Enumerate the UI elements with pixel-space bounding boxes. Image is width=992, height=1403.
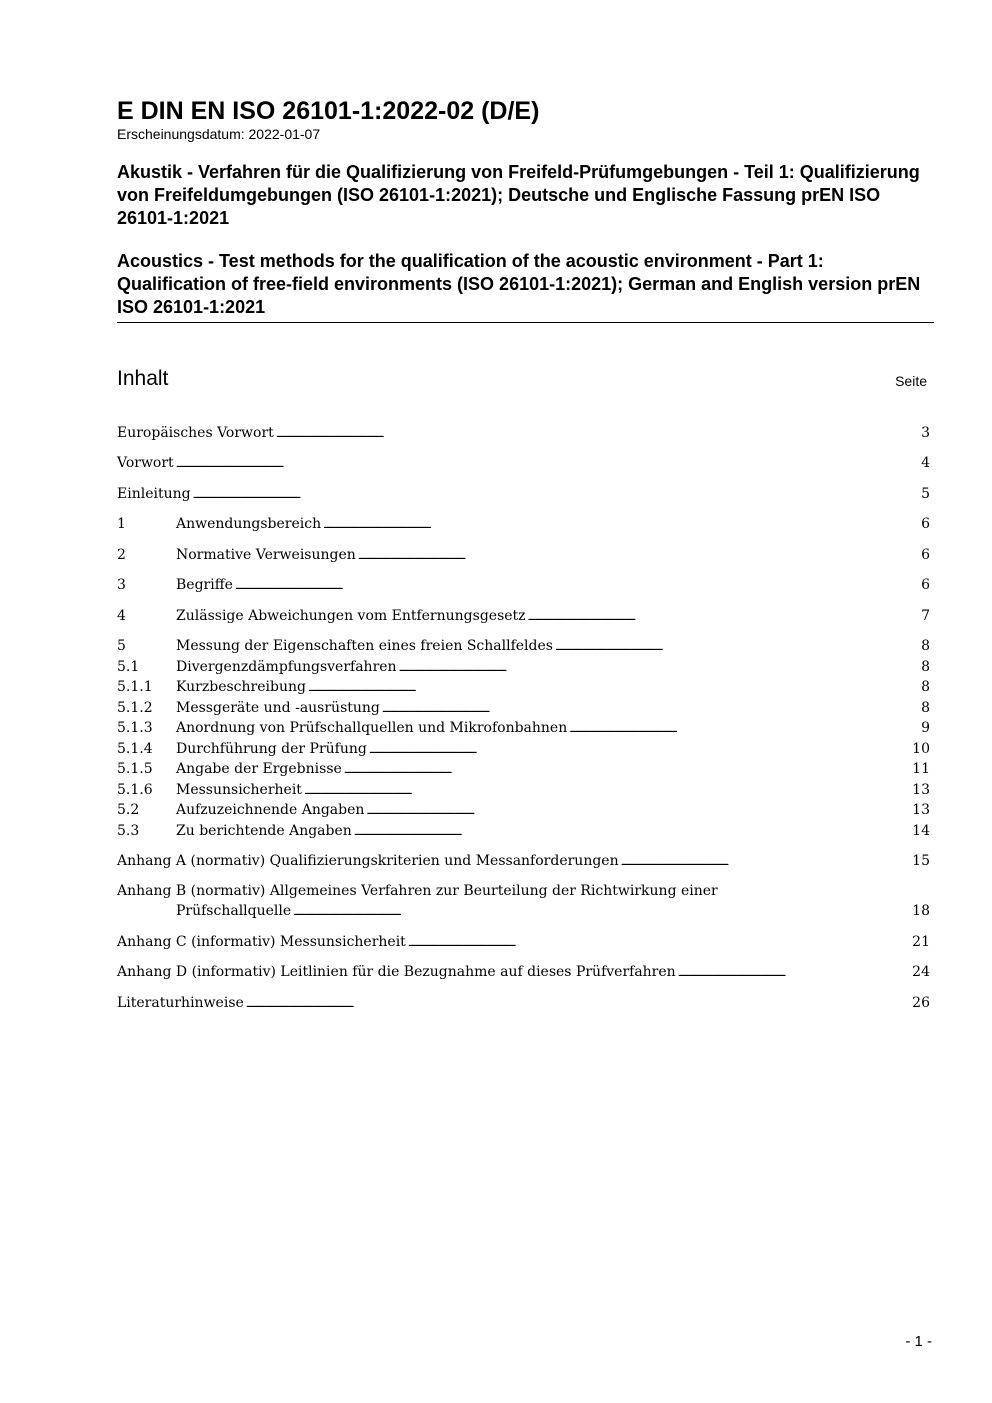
toc-entry-text: Messung der Eigenschaften eines freien Schallfeldes xyxy=(176,638,553,654)
toc-entry-text: Literaturhinweise xyxy=(117,995,244,1011)
toc-entry-text: Zulässige Abweichungen vom Entfernungsgesetz xyxy=(176,608,526,624)
toc-entry-page: 6 xyxy=(921,577,930,593)
toc-entry-page: 5 xyxy=(921,486,930,502)
toc-entry-text: Kurzbeschreibung xyxy=(176,679,306,695)
toc-entry-page: 9 xyxy=(921,720,930,736)
toc-entry-page: 11 xyxy=(912,761,930,777)
toc-entry[interactable] xyxy=(117,699,930,717)
toc-entry-text: Anwendungsbereich xyxy=(176,516,322,532)
publication-date: Erscheinungsdatum: 2022-01-07 xyxy=(117,126,321,142)
title-german: Akustik - Verfahren für die Qualifizierung von Freifeld-Prüfumgebungen - Teil 1: Qualifizierung von Freifeldumgebungen (ISO 26101-1:2021); Deutsche und Englische Fassung prEN ISO 26101-1:2021 xyxy=(117,162,920,228)
toc-entry-number: 5.2 xyxy=(117,802,140,818)
toc-entry[interactable] xyxy=(117,781,930,799)
toc-entry[interactable] xyxy=(117,454,930,472)
toc-entry-text: Anhang A (normativ) Qualifizierungskriterien und Messanforderungen xyxy=(117,853,619,869)
toc-entry-page: 14 xyxy=(912,823,930,839)
toc-entry-page: 10 xyxy=(912,741,930,757)
toc-entry-text: Einleitung xyxy=(117,486,191,502)
toc-entry-number: 3 xyxy=(117,577,126,593)
toc-entry-text: Durchführung der Prüfung xyxy=(176,741,367,757)
title-english: Acoustics - Test methods for the qualification of the acoustic environment - Part 1: Qualification of free-field environments (ISO 26101-1:2021); German and English version prEN ISO 26101-1:2021 xyxy=(117,250,934,323)
toc-entry-page: 8 xyxy=(921,679,930,695)
document-header xyxy=(117,96,934,323)
toc-entry[interactable] xyxy=(117,963,930,981)
toc-entry-page: 21 xyxy=(912,934,930,950)
toc-entry-page: 3 xyxy=(921,425,930,441)
toc-entry-text: Angabe der Ergebnisse xyxy=(176,761,342,777)
toc-entry[interactable] xyxy=(117,678,930,696)
toc-entry-page: 8 xyxy=(921,700,930,716)
toc-entry-page: 6 xyxy=(921,547,930,563)
toc-page-label: Seite xyxy=(895,373,927,389)
toc-entry[interactable] xyxy=(176,902,930,920)
toc-entry-page: 13 xyxy=(912,782,930,798)
toc-entry-page: 6 xyxy=(921,516,930,532)
toc-entry-number: 5.1.3 xyxy=(117,720,153,736)
toc-entry[interactable] xyxy=(117,852,930,870)
toc-entry-number: 5 xyxy=(117,638,126,654)
toc-entry-number: 5.1 xyxy=(117,659,140,675)
toc-entry[interactable] xyxy=(117,515,930,533)
toc-entry-text: Anordnung von Prüfschallquellen und Mikrofonbahnen xyxy=(176,720,568,736)
toc-entry-text: Europäisches Vorwort xyxy=(117,425,274,441)
toc-entry[interactable] xyxy=(117,760,930,778)
toc-entry-text: Anhang D (informativ) Leitlinien für die Bezugnahme auf dieses Prüfverfahren xyxy=(117,964,676,980)
toc-entry-page: 8 xyxy=(921,638,930,654)
toc-entry-text: Normative Verweisungen xyxy=(176,547,356,563)
toc-entry-text: Messgeräte und -ausrüstung xyxy=(176,700,380,716)
toc-entry-text: Aufzuzeichnende Angaben xyxy=(176,802,365,818)
toc-entry-lead[interactable]: Anhang B (normativ) Allgemeines Verfahren zur Beurteilung der Richtwirkung einer xyxy=(117,883,718,899)
toc-entry-number: 1 xyxy=(117,516,126,532)
toc-entry-number: 5.1.1 xyxy=(117,679,153,695)
toc-entry[interactable] xyxy=(117,576,930,594)
toc-entry[interactable] xyxy=(117,546,930,564)
toc-entry[interactable] xyxy=(117,801,930,819)
toc-entry-number: 2 xyxy=(117,547,126,563)
toc-entry-text: Begriffe xyxy=(176,577,233,593)
toc-entry-page: 13 xyxy=(912,802,930,818)
toc-entry[interactable] xyxy=(117,994,930,1012)
toc-entry[interactable] xyxy=(117,740,930,758)
toc-entry[interactable] xyxy=(117,607,930,625)
toc-entry-page: 15 xyxy=(912,853,930,869)
toc-entry-text: Prüfschallquelle xyxy=(176,903,292,919)
toc-entry-page: 26 xyxy=(912,995,930,1011)
toc-entry[interactable] xyxy=(117,658,930,676)
toc-entry-page: 24 xyxy=(912,964,930,980)
toc-entry[interactable] xyxy=(117,424,930,442)
toc-entry-number: 4 xyxy=(117,608,126,624)
toc-entry-number: 5.1.4 xyxy=(117,741,153,757)
page-number: - 1 - xyxy=(905,1333,932,1350)
toc-entry-text: Zu berichtende Angaben xyxy=(176,823,352,839)
toc-entry-number: 5.1.6 xyxy=(117,782,153,798)
toc-entry-number: 5.3 xyxy=(117,823,140,839)
toc-heading-bar xyxy=(117,366,927,394)
toc-entry-number: 5.1.2 xyxy=(117,700,153,716)
toc-entry-page: 8 xyxy=(921,659,930,675)
toc-entry-page: 4 xyxy=(921,455,930,471)
toc-entry[interactable] xyxy=(117,637,930,655)
toc-entry[interactable] xyxy=(117,933,930,951)
toc-entry-number: 5.1.5 xyxy=(117,761,153,777)
toc-entry-text: Messunsicherheit xyxy=(176,782,302,798)
toc-entry-text: Anhang C (informativ) Messunsicherheit xyxy=(117,934,406,950)
toc-entry[interactable] xyxy=(117,719,930,737)
toc-entry-text: Vorwort xyxy=(117,455,174,471)
toc-entry-page: 7 xyxy=(921,608,930,624)
toc-entry[interactable] xyxy=(117,485,930,503)
document-id: E DIN EN ISO 26101-1:2022-02 (D/E) xyxy=(117,97,540,125)
toc-entry[interactable] xyxy=(117,822,930,840)
toc-entry-text: Divergenzdämpfungsverfahren xyxy=(176,659,397,675)
toc-title: Inhalt xyxy=(117,367,169,390)
toc-entry-page: 18 xyxy=(912,903,930,919)
